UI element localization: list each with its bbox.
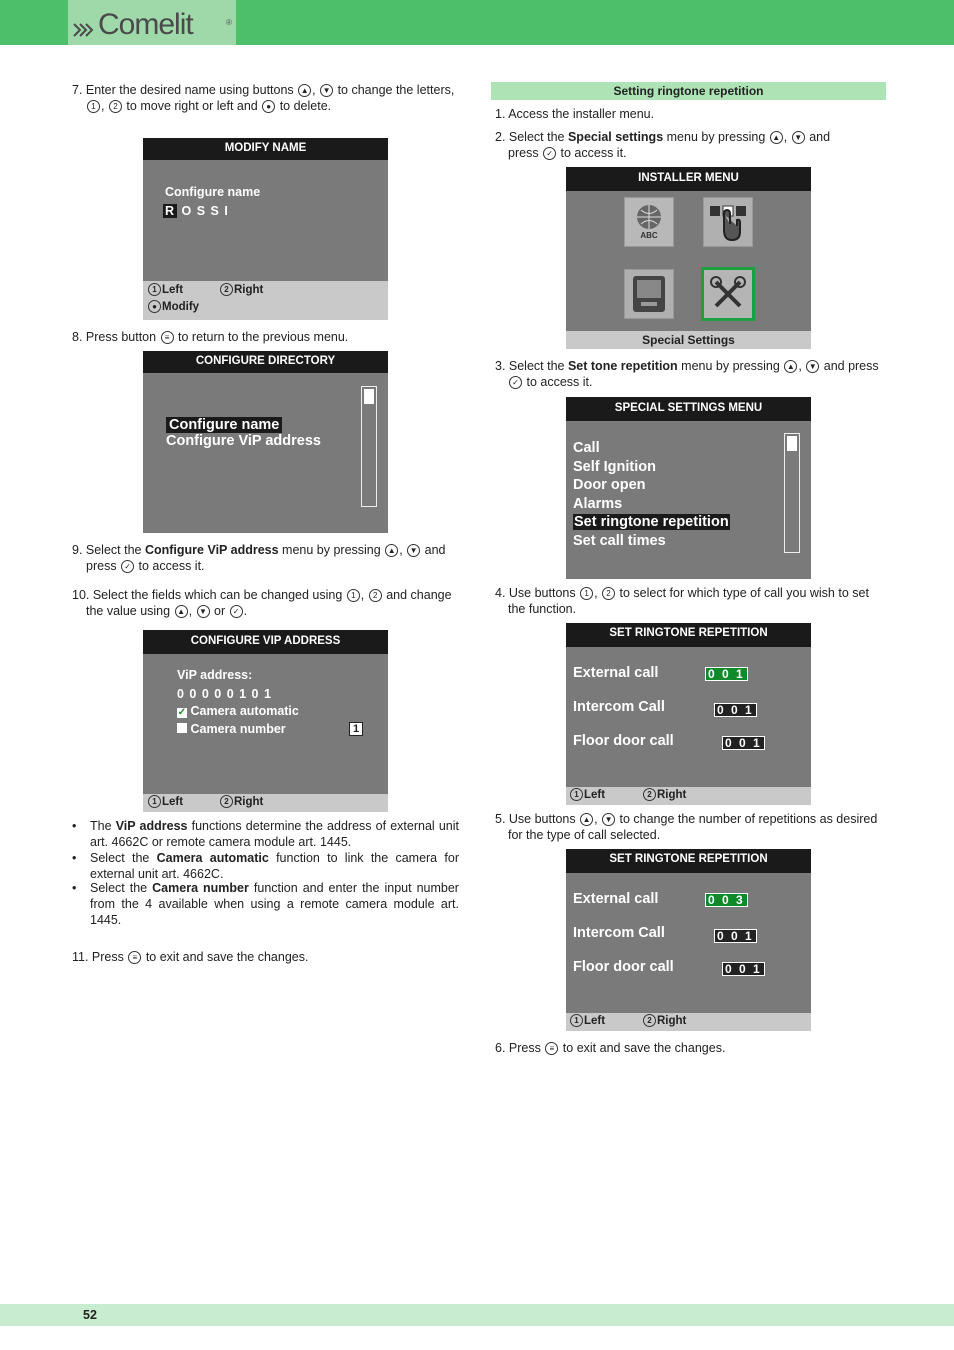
down-button-icon: ▼ [407, 544, 420, 557]
button-1-icon: 1 [148, 795, 161, 808]
screen-softkeys [143, 794, 388, 812]
softkey-left[interactable]: 1 Left [569, 788, 605, 801]
softkey-left[interactable]: 1 Left [569, 1014, 605, 1027]
ok-button-icon: ✓ [121, 560, 134, 573]
intercom-call-value[interactable]: 0 0 1 [714, 929, 757, 943]
button-1-icon: 1 [87, 100, 100, 113]
modify-name-screen [143, 138, 388, 320]
screen-title: INSTALLER MENU [566, 167, 811, 191]
camera-number-option[interactable]: Camera number [177, 722, 286, 736]
button-2-icon: 2 [220, 283, 233, 296]
menu-item-set-call-times[interactable]: Set call times [573, 532, 666, 549]
screen-softkeys [566, 1013, 811, 1031]
softkey-left[interactable]: 1 Left [147, 283, 183, 296]
hand-icon [704, 198, 752, 246]
menu-item-configure-vip[interactable]: Configure ViP address [166, 433, 321, 449]
up-button-icon: ▲ [175, 605, 188, 618]
up-button-icon: ▲ [784, 360, 797, 373]
step-r2: 2. Select the Special settings menu by pressing ▲ , ▼ and press ✓ to access it. [495, 130, 831, 160]
step-10: 10. Select the fields which can be changed using 1 , 2 and change the value using ▲ , ▼ or ✓ . [72, 588, 452, 618]
menu-item-alarms[interactable]: Alarms [573, 495, 623, 512]
down-button-icon: ▼ [792, 131, 805, 144]
tools-icon [704, 270, 752, 318]
button-1-icon: 1 [347, 589, 360, 602]
button-1-icon: 1 [580, 587, 593, 600]
page-number: 52 [83, 1308, 97, 1322]
brand-logo [68, 0, 236, 45]
checkbox-checked-icon[interactable]: ✓ [177, 707, 187, 718]
button-1-icon: 1 [148, 283, 161, 296]
section-title: Setting ringtone repetition [491, 82, 886, 100]
installer-menu-screen [566, 167, 811, 349]
step-9: 9. Select the Configure ViP address menu by pressing ▲ , ▼ and press ✓ to access it. [72, 543, 446, 573]
touch-settings-icon[interactable] [703, 197, 753, 247]
configure-directory-screen [143, 351, 388, 533]
menu-item-set-ringtone-repetition[interactable]: Set ringtone repetition [574, 514, 729, 531]
name-rest: O S S I [181, 204, 229, 218]
camera-automatic-option[interactable]: ✓ Camera automatic [177, 704, 299, 718]
screen-title: CONFIGURE DIRECTORY [143, 351, 388, 373]
down-button-icon: ▼ [320, 84, 333, 97]
external-call-value[interactable]: 0 0 3 [705, 893, 748, 907]
ok-button-icon: ✓ [509, 376, 522, 389]
page-footer [0, 1304, 954, 1326]
button-2-icon: 2 [109, 100, 122, 113]
logo-mark-icon [72, 22, 94, 38]
registered-mark: ® [226, 18, 232, 27]
checkbox-empty-icon[interactable] [177, 723, 187, 733]
button-2-icon: 2 [643, 1014, 656, 1027]
button-2-icon: 2 [220, 795, 233, 808]
configure-vip-screen [143, 630, 388, 812]
special-menu-list [573, 439, 730, 551]
svg-text:ABC: ABC [640, 231, 658, 240]
up-button-icon: ▲ [770, 131, 783, 144]
down-button-icon: ▼ [602, 813, 615, 826]
external-call-label: External call [573, 665, 659, 681]
menu-button-icon: ≡ [161, 331, 174, 344]
softkey-right[interactable]: 2 Right [642, 788, 686, 801]
softkey-right[interactable]: 2 Right [642, 1014, 686, 1027]
special-settings-screen [566, 397, 811, 579]
name-value [163, 204, 229, 218]
globe-icon [625, 198, 673, 246]
step-r6: 6. Press ≡ to exit and save the changes. [495, 1041, 726, 1055]
up-button-icon: ▲ [298, 84, 311, 97]
external-call-label: External call [573, 891, 659, 907]
ok-button-icon: ✓ [230, 605, 243, 618]
external-call-value[interactable]: 0 0 1 [705, 667, 748, 681]
button-1-icon: 1 [570, 788, 583, 801]
intercom-call-label: Intercom Call [573, 699, 665, 715]
intercom-call-value[interactable]: 0 0 1 [714, 703, 757, 717]
delete-button-icon: ● [262, 100, 275, 113]
button-2-icon: 2 [369, 589, 382, 602]
menu-item-call[interactable]: Call [573, 440, 600, 456]
button-2-icon: 2 [602, 587, 615, 600]
button-1-icon: 1 [570, 1014, 583, 1027]
step-r1: 1. Access the installer menu. [495, 107, 655, 121]
down-button-icon: ▼ [806, 360, 819, 373]
step-r5: 5. Use buttons ▲ , ▼ to change the number of repetitions as desired for the type of call selected. [495, 812, 878, 842]
menu-item-door-open[interactable]: Door open [573, 477, 646, 494]
menu-item-self-ignition[interactable]: Self Ignition [573, 458, 656, 475]
softkey-left[interactable]: 1 Left [147, 795, 183, 808]
screen-softkeys [566, 787, 811, 805]
delete-button-icon: ● [148, 300, 161, 313]
scrollbar[interactable] [361, 386, 377, 507]
screen-title: SPECIAL SETTINGS MENU [566, 397, 811, 421]
monitor-settings-icon[interactable] [624, 269, 674, 319]
name-cursor: R [165, 204, 176, 218]
brand-name: Comelit [98, 8, 193, 41]
down-button-icon: ▼ [197, 605, 210, 618]
ok-button-icon: ✓ [543, 147, 556, 160]
floor-door-call-value[interactable]: 0 0 1 [722, 736, 765, 750]
ringtone-repetition-screen-1 [566, 623, 811, 805]
floor-door-call-label: Floor door call [573, 733, 674, 749]
step-7: 7. Enter the desired name using buttons ▲ , ▼ to change the letters, 1 , 2 to move right or left and ● to delete. [72, 83, 455, 113]
bullet-vip-address: • The ViP address functions determine the address of external unit art. 4662C or remote camera module art. 1445. [72, 819, 459, 849]
step-11: 11. Press ≡ to exit and save the changes. [72, 950, 309, 964]
up-button-icon: ▲ [580, 813, 593, 826]
up-button-icon: ▲ [385, 544, 398, 557]
vip-address-label: ViP address: [177, 668, 253, 682]
softkey-modify[interactable]: ● Modify [147, 300, 199, 313]
softkey-right[interactable]: 2 Right [219, 795, 263, 808]
step-8: 8. Press button ≡ to return to the previous menu. [72, 330, 349, 344]
camera-number-value[interactable]: 1 [349, 722, 363, 736]
screen-title: MODIFY NAME [143, 138, 388, 160]
bullet-camera-number: • Select the Camera number function and enter the input number from the 4 available when using a remote camera module art. 1445. [72, 881, 459, 927]
screen-title: SET RINGTONE REPETITION [566, 623, 811, 647]
step-r3: 3. Select the Set tone repetition menu by pressing ▲ , ▼ and press ✓ to access it. [495, 359, 879, 389]
menu-item-configure-name[interactable]: Configure name [166, 417, 282, 433]
floor-door-call-label: Floor door call [573, 959, 674, 975]
screen-title: CONFIGURE VIP ADDRESS [143, 630, 388, 654]
language-icon[interactable] [624, 197, 674, 247]
screen-title: SET RINGTONE REPETITION [566, 849, 811, 873]
softkey-right[interactable]: 2 Right [219, 283, 263, 296]
intercom-call-label: Intercom Call [573, 925, 665, 941]
menu-button-icon: ≡ [128, 951, 141, 964]
page-header [0, 0, 954, 45]
selected-caption: Special Settings [566, 331, 811, 349]
button-2-icon: 2 [643, 788, 656, 801]
special-settings-icon[interactable] [701, 267, 755, 321]
floor-door-call-value[interactable]: 0 0 1 [722, 962, 765, 976]
screen-softkeys [143, 281, 388, 320]
step-r4: 4. Use buttons 1 , 2 to select for which type of call you wish to set the function. [495, 586, 869, 616]
monitor-icon [625, 270, 673, 318]
menu-button-icon: ≡ [545, 1042, 558, 1055]
scrollbar[interactable] [784, 433, 800, 553]
bullet-camera-automatic: • Select the Camera automatic function to link the camera for external unit art. 4662C. [72, 851, 459, 881]
ringtone-repetition-screen-2 [566, 849, 811, 1031]
vip-address-value[interactable]: 0 0 0 0 0 1 0 1 [177, 687, 272, 701]
configure-name-label: Configure name [165, 185, 261, 199]
